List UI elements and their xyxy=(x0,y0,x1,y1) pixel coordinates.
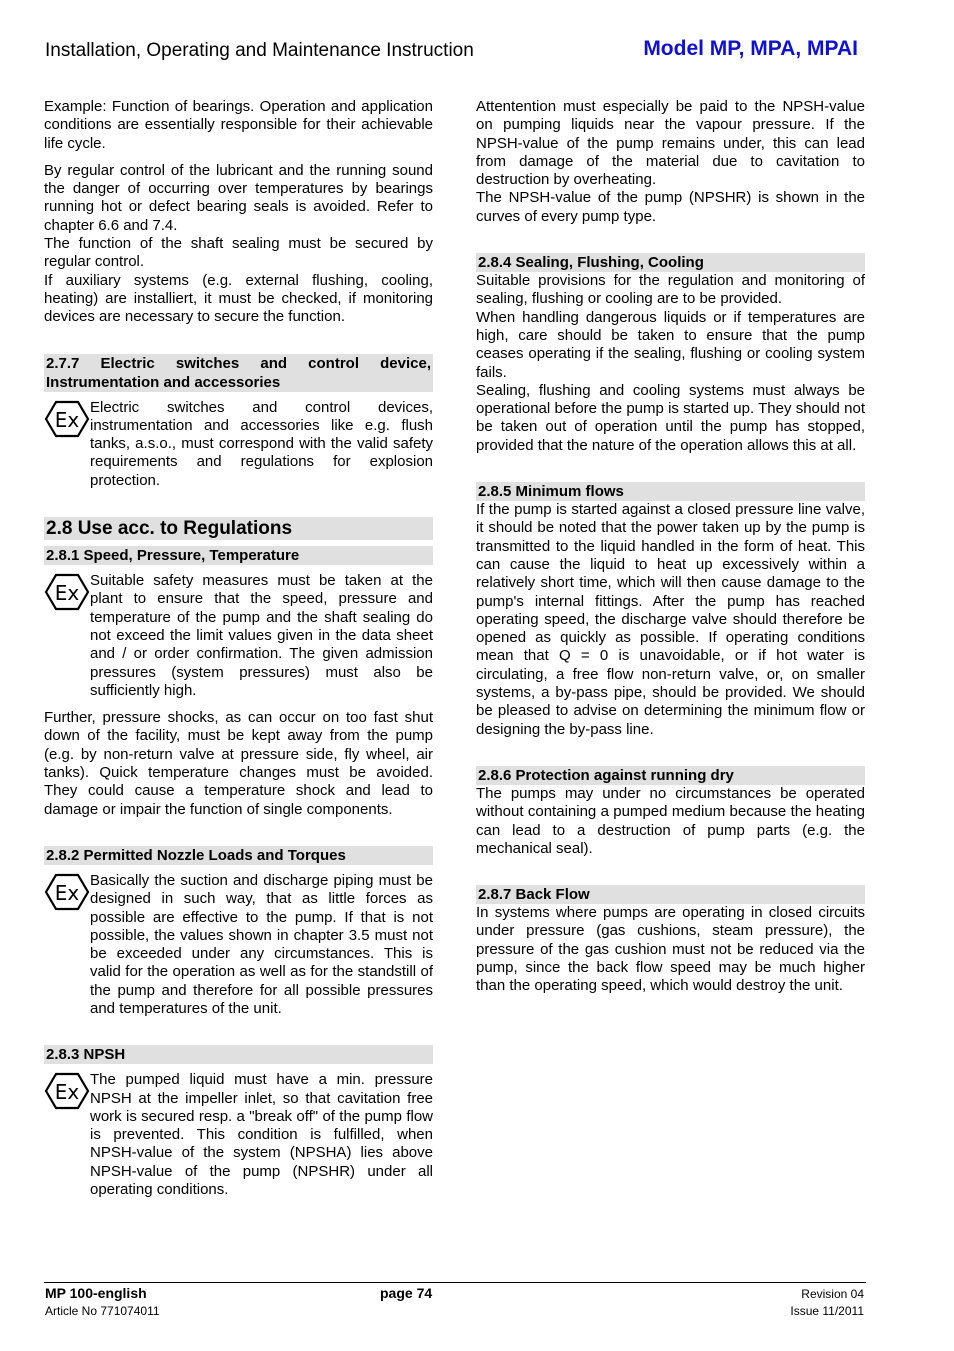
section-heading-2-8-7: 2.8.7 Back Flow xyxy=(476,885,865,904)
notice-text: Basically the suction and discharge piping must be designed in such way, that as little forces as possible are effective to the pump. If that is not possible, the values shown in chapter 3.5 must not be exceeded under any circumstances. This is valid for the operation as well as for the standstill of the pump and therefore for all possible pressures and temperatures of the unit. xyxy=(90,871,433,1017)
ex-explosion-protection-icon xyxy=(44,873,90,911)
notice-text: The pumped liquid must have a min. pressure NPSH at the impeller inlet, so that cavitation free work is secured resp. a "break off" of the pump flow is prevented. This condition is fulfilled, when NPSH-value of the system (NPSHA) lies above NPSH-value of the pump (NPSHR) under all operating conditions. xyxy=(90,1071,433,1199)
section-heading-2-8-4: 2.8.4 Sealing, Flushing, Cooling xyxy=(476,253,865,272)
ex-notice xyxy=(44,872,433,1018)
section-heading-2-7-7: 2.7.7 Electric switches and control device, Instrumentation and accessories xyxy=(46,354,431,391)
ex-notice xyxy=(44,1071,433,1199)
ex-explosion-protection-icon xyxy=(44,573,90,611)
ex-label: Ex xyxy=(54,1080,80,1105)
ex-explosion-protection-icon xyxy=(44,1072,90,1110)
section-heading-2-8-3: 2.8.3 NPSH xyxy=(44,1045,433,1064)
section-heading-2-8-2: 2.8.2 Permitted Nozzle Loads and Torques xyxy=(44,846,433,865)
header-title: Installation, Operating and Maintenance Instruction xyxy=(45,40,474,61)
paragraph: Sealing, flushing and cooling systems must always be operational before the pump is started up. They should not be taken out of operation until the pump has stopped, provided that the nature of the operation allows this at all. xyxy=(476,381,865,454)
ex-label: Ex xyxy=(54,407,80,432)
paragraph: If auxiliary systems (e.g. external flushing, cooling, heating) are installiert, it must be checked, if monitoring devices are necessary to secure the function. xyxy=(44,271,433,326)
notice-text: Suitable safety measures must be taken at the plant to ensure that the speed, pressure and temperature of the pump and the shaft sealing do not exceed the limit values given in the data sheet and / or order confirmation. The given admission pressures (system pressures) must also be sufficiently high. xyxy=(90,572,433,699)
left-column xyxy=(44,98,433,1199)
paragraph: When handling dangerous liquids or if temperatures are high, care should be taken to ensure that the pump ceases operating if the sealing, flushing or cooling system fails. xyxy=(476,308,865,381)
paragraph: The NPSH-value of the pump (NPSHR) is shown in the curves of every pump type. xyxy=(476,189,865,225)
paragraph: Suitable provisions for the regulation and monitoring of sealing, flushing or cooling are to be provided. xyxy=(476,272,865,308)
footer-page: page 74 xyxy=(380,1285,433,1301)
ex-label: Ex xyxy=(54,581,80,606)
paragraph: If the pump is started against a closed pressure line valve, it should be noted that the power taken up by the pump is transmitted to the liquid handled in the form of heat. This can cause the liquid to heat up excessively within a relatively short time, which will then cause damage to the pump's internal fittings. After the pump has reached operating speed, the discharge valve should therefore be opened as quickly as possible. If operating conditions mean that Q = 0 is unavoidable, or if hot water is circulating, a free flow non-return valve, or, on smaller systems, a by-pass pipe, should be provided. We should be pleased to advise on determining the minimum flow or designing the by-pass line. xyxy=(476,501,865,738)
ex-notice xyxy=(44,572,433,700)
footer-divider xyxy=(44,1282,866,1283)
section-heading-2-8-6: 2.8.6 Protection against running dry xyxy=(476,766,865,785)
paragraph: Further, pressure shocks, as can occur on too fast shut down of the facility, must be kept away from the pump (e.g. by non-return valve at pressure side, fly wheel, air tanks). Quick temperature changes must be avoided. They could cause a temperature shock and lead to damage or impair the function of single components. xyxy=(44,709,433,818)
ex-explosion-protection-icon xyxy=(44,400,90,438)
footer-revision: Revision 04 xyxy=(801,1287,864,1301)
notice-text: Electric switches and control devices, instrumentation and accessories like e.g. flush tanks, a.s.o., must correspond with the valid safety requirements and regulations for explosion protection. xyxy=(90,398,433,489)
paragraph: By regular control of the lubricant and the running sound the danger of occurring over temperatures by bearings running hot or defect bearing seals is avoided. Refer to chapter 6.6 and 7.4. xyxy=(44,161,433,234)
paragraph: In systems where pumps are operating in closed circuits under pressure (gas cushions, steam pressure), the pressure of the gas cushion must not be reduced via the pump, since the back flow speed may be much higher than the operating speed, which would destroy the unit. xyxy=(476,904,865,995)
section-heading-2-8: 2.8 Use acc. to Regulations xyxy=(44,517,433,540)
footer-article: Article No 771074011 xyxy=(45,1304,160,1318)
ex-notice xyxy=(44,399,433,490)
footer-doc: MP 100-english xyxy=(45,1285,147,1301)
model-title: Model MP, MPA, MPAI xyxy=(643,37,858,60)
ex-label: Ex xyxy=(54,880,80,905)
section-heading-2-8-1: 2.8.1 Speed, Pressure, Temperature xyxy=(44,546,433,565)
paragraph: Attentention must especially be paid to the NPSH-value on pumping liquids near the vapour pressure. If the NPSH-value of the pump remains under, this can lead from damage of the material due to cavitation to destruction by overheating. xyxy=(476,98,865,189)
section-heading-2-8-5: 2.8.5 Minimum flows xyxy=(476,482,865,501)
right-column xyxy=(476,98,865,996)
footer-issue: Issue 11/2011 xyxy=(790,1304,864,1318)
paragraph: The pumps may under no circumstances be operated without containing a pumped medium because the heating can lead to a destruction of pump parts (e.g. the mechanical seal). xyxy=(476,784,865,857)
paragraph: Example: Function of bearings. Operation and application conditions are essentially responsible for their achievable life cycle. xyxy=(44,98,433,152)
paragraph: The function of the shaft sealing must be secured by regular control. xyxy=(44,235,433,271)
